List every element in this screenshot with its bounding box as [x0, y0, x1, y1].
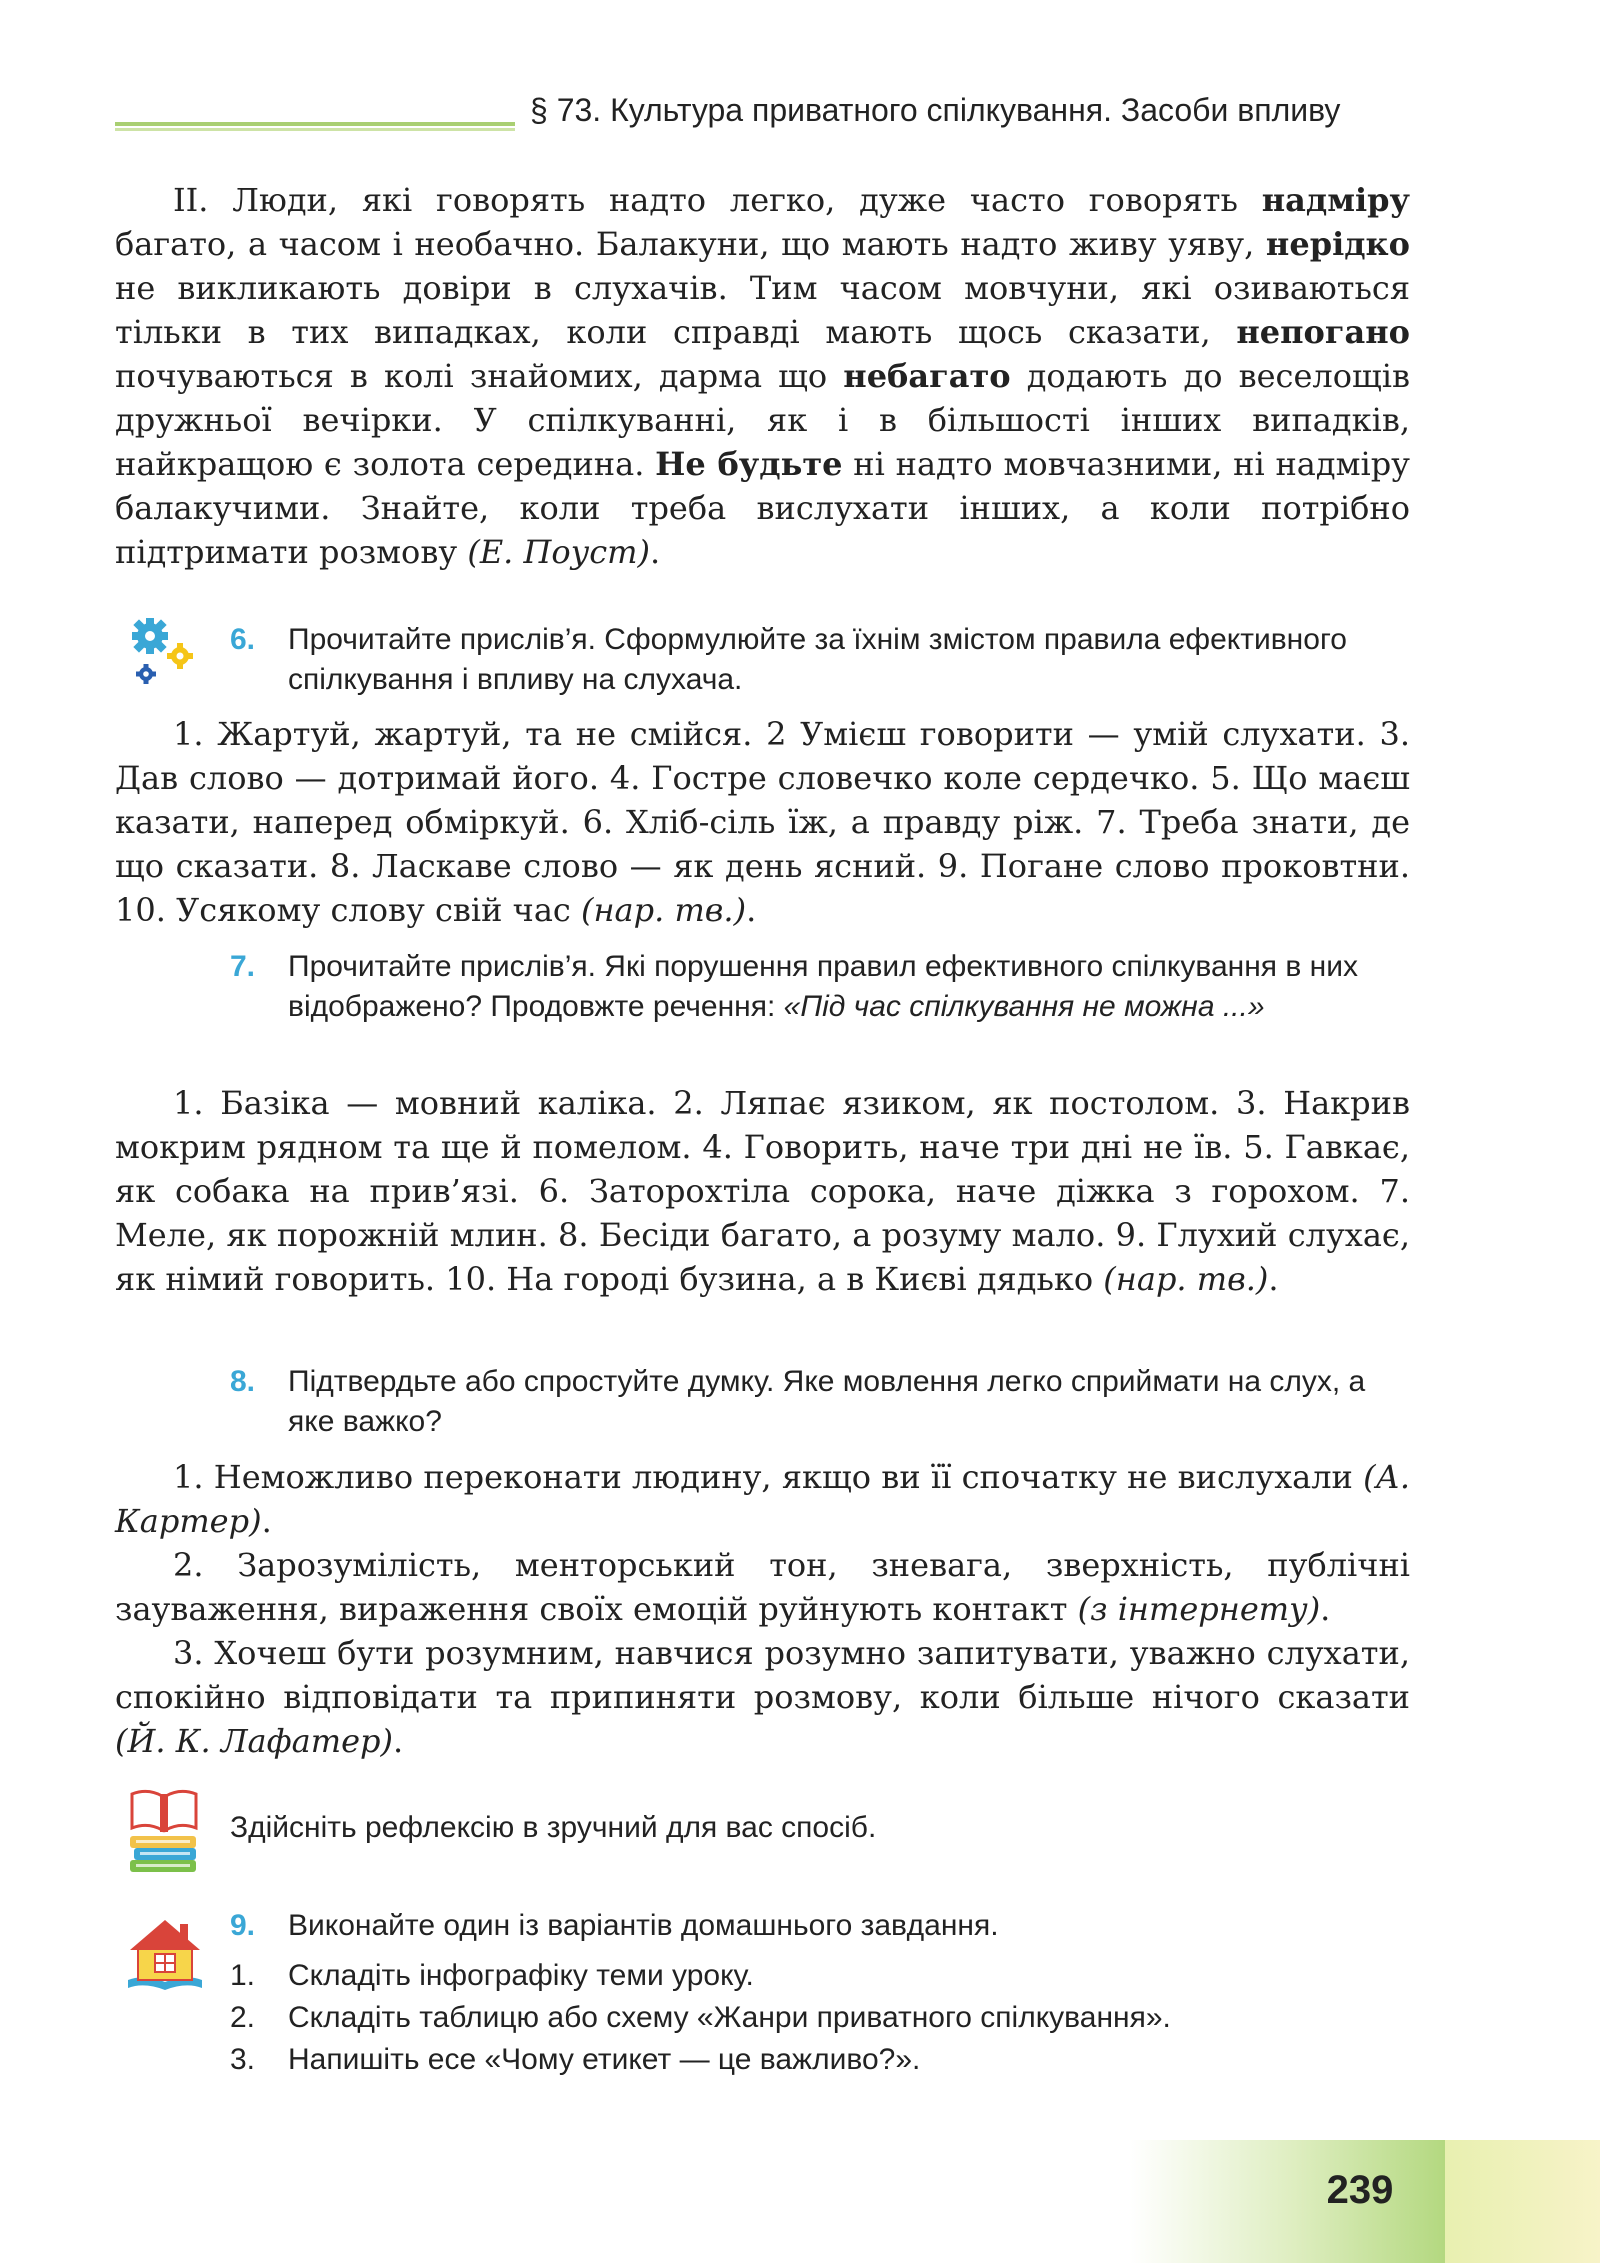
text-run: . [1268, 1260, 1279, 1298]
text-run: . [746, 891, 757, 929]
task-6 [230, 620, 1410, 700]
task-instruction: Виконайте один із варіантів домашнього завдання. [288, 1909, 999, 1942]
text-run: додають до веселощів дружньої вечірки. У спілкуванні, як і в більшості інших випадків, найкращою є золота середина. [115, 357, 1411, 483]
task-6-proverbs [115, 712, 1410, 932]
task-italic: «Під час спілкування не можна ...» [783, 990, 1265, 1023]
text-run: 1. Базіка — мовний каліка. 2. Ляпає язиком, як постолом. 3. Накрив мокрим рядном та ще й помелом. 4. Говорить, наче три дні не їв. 5. Гавкає, як собака на прив’язі. 6. Заторохтіла сорока, наче діжка з горохом. 7. Меле, як порожній млин. 8. Бесіди багато, а розуму мало. 9. Глухий слухає, як німий говорить. 10. На городі бузина, а в Києві дядько [115, 1084, 1410, 1298]
quote-1 [115, 1455, 1410, 1543]
quote-source: (нар. тв.) [1103, 1260, 1269, 1298]
quote-source: (з інтернету) [1077, 1590, 1321, 1628]
task-instruction: Підтвердьте або спростуйте думку. Яке мовлення легко сприймати на слух, а яке важко? [288, 1365, 1366, 1438]
bold-word: непогано [1236, 313, 1410, 351]
task-instruction: Прочитайте прислів’я. Які порушення правил ефективного спілкування в них відображено? Продовжте речення: [288, 950, 1358, 1023]
text-run: . [393, 1722, 404, 1760]
list-item-number: 3. [230, 2043, 256, 2076]
section-2-paragraph [115, 178, 1410, 574]
task-9 [230, 1906, 1410, 1946]
reflection-task [230, 1808, 1410, 1848]
list-item-text: Складіть таблицю або схему «Жанри приватного спілкування». [288, 2001, 1171, 2034]
text-run: багато, а часом і необачно. Балакуни, що мають надто живу уяву, [115, 225, 1266, 263]
text-run: 3. Хочеш бути розумним, навчися розумно запитувати, уважно слухати, спокійно відповідати та припиняти розмову, коли більше нічого сказати [115, 1634, 1410, 1716]
books-icon [124, 1786, 204, 1882]
quote-source: (Е. Поуст) [467, 533, 650, 571]
list-item-text: Складіть інфографіку теми уроку. [288, 1959, 754, 1992]
text-run: 1. Жартуй, жартуй, та не смійся. 2 Умієш говорити — умій слухати. 3. Дав слово — дотримай його. 4. Гостре словечко коле сердечко. 5. Що маєш казати, наперед обміркуй. 6. Хліб-сіль їж, а правду ріж. 7. Треба знати, де що сказати. 8. Ласкаве слово — як день ясний. 9. Погане слово проковтни. 10. Усякому слову свій час [115, 715, 1410, 929]
text-run: почуваються в колі знайомих, дарма що [115, 357, 844, 395]
gears-icon [122, 612, 202, 692]
quote-source: (нар. тв.) [580, 891, 747, 929]
house-icon [124, 1912, 206, 1994]
list-item-number: 1. [230, 1959, 256, 1992]
task-number: 7. [230, 950, 256, 983]
page-header-title: § 73. Культура приватного спілкування. Засоби впливу [530, 92, 1341, 128]
quote-source: (Й. К. Лафатер) [115, 1722, 393, 1760]
bold-word: нерідко [1265, 225, 1410, 263]
list-item-number: 2. [230, 2001, 256, 2034]
text-run: . [1320, 1590, 1331, 1628]
task-number: 9. [230, 1909, 256, 1942]
page-number: 239 [1326, 2168, 1394, 2212]
list-item-text: Напишіть есе «Чому етикет — це важливо?». [288, 2043, 921, 2076]
reflection-text: Здійсніть рефлексію в зручний для вас спосіб. [230, 1811, 877, 1844]
task-8-quotes [115, 1455, 1410, 1763]
quote-3 [115, 1631, 1410, 1763]
task-number: 8. [230, 1365, 256, 1398]
bold-word: надміру [1261, 181, 1410, 219]
task-instruction: Прочитайте прислів’я. Сформулюйте за їхнім змістом правила ефективного спілкування і впливу на слухача. [288, 623, 1347, 696]
text-run: 1. Неможливо переконати людину, якщо ви її спочатку не вислухали [173, 1458, 1364, 1496]
text-run: . [650, 533, 661, 571]
bold-word: небагато [843, 357, 1011, 395]
text-run: ІІ. Люди, які говорять надто легко, дуже часто говорять [173, 181, 1262, 219]
quote-source: (А. Картер) [115, 1458, 1410, 1540]
task-7 [230, 947, 1410, 1027]
footer-tab [1445, 2140, 1600, 2263]
text-run: не викликають довіри в слухачів. Тим часом мовчуни, які озиваються тільки в тих випадках, коли справді мають щось сказати, [115, 269, 1410, 351]
header-rule [115, 122, 515, 131]
text-run: 2. Зарозумілість, менторський тон, зневага, зверхність, публічні зауваження, вираження своїх емоцій руйнують контакт [115, 1546, 1410, 1628]
text-run: ні надто мовчазними, ні надміру балакучими. Знайте, коли треба вислухати інших, а коли потрібно підтримати розмову [115, 445, 1411, 571]
text-run: . [261, 1502, 272, 1540]
task-7-proverbs [115, 1081, 1410, 1301]
bold-word: Не будьте [655, 445, 843, 483]
task-8 [230, 1362, 1410, 1442]
quote-2 [115, 1543, 1410, 1631]
task-number: 6. [230, 623, 256, 656]
